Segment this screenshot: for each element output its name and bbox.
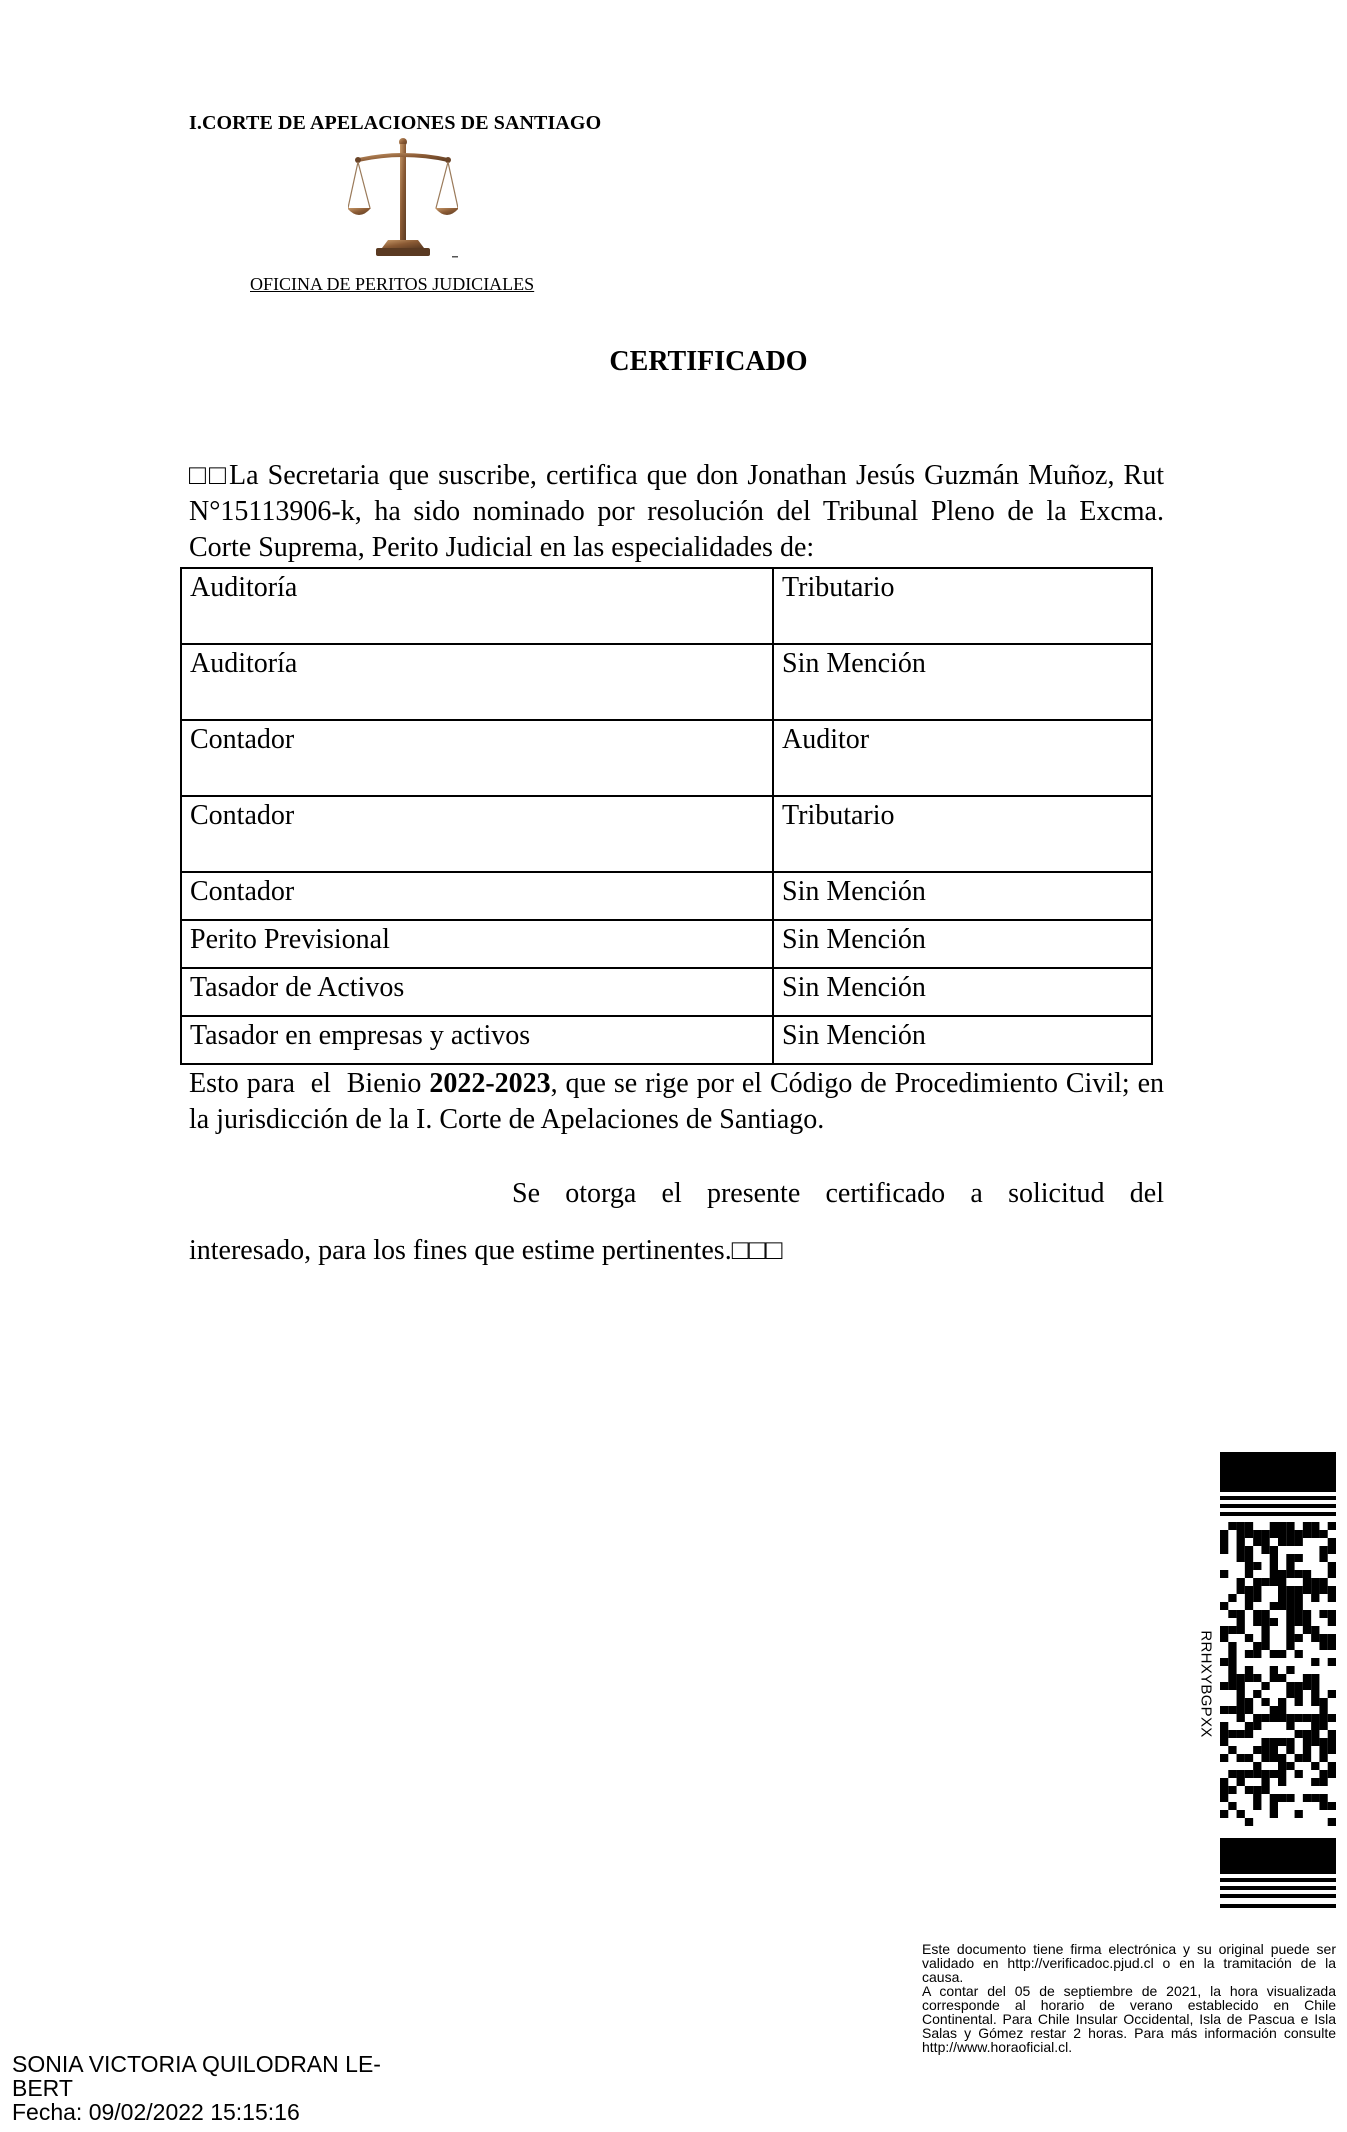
placeholder-glyphs: □□: [189, 460, 229, 491]
table-row: [181, 568, 1152, 644]
placeholder-glyphs: □□□: [731, 1235, 783, 1266]
bienio-paragraph: [189, 1066, 1164, 1138]
bienio-suffix: , que se rige por el Código de Procedimiento Civil; en la jurisdicción de la I. Corte de Apelaciones de Santiago.: [189, 1068, 1164, 1135]
closing-text: interesado, para los fines que estime pertinentes.: [189, 1235, 732, 1266]
bienio-period: 2022-2023: [429, 1068, 551, 1099]
specialty-area: Contador: [181, 720, 773, 796]
specialty-area: Perito Previsional: [181, 920, 773, 968]
table-row: [181, 644, 1152, 720]
document-title: CERTIFICADO: [609, 346, 808, 377]
signature-notice: [922, 1942, 1336, 2054]
specialty-mention: Sin Mención: [773, 644, 1152, 720]
2d-barcode: [1220, 1452, 1336, 1912]
specialty-mention: Sin Mención: [773, 872, 1152, 920]
court-name: I.CORTE DE APELACIONES DE SANTIAGO: [189, 112, 602, 134]
specialties-table: [180, 567, 1153, 1065]
intro-text: La Secretaria que suscribe, certifica que don Jonathan Jesús Guzmán Muñoz, Rut N°15113906-k, ha sido nominado por resolución del Tribunal Pleno de la Excma. Corte Suprema, Perito Judicial en las especialidades de:: [189, 460, 1164, 563]
signer-name-line-1: SONIA VICTORIA QUILODRAN LE-: [12, 2051, 381, 2077]
specialty-mention: Sin Mención: [773, 920, 1152, 968]
specialty-mention: Sin Mención: [773, 968, 1152, 1016]
table-row: [181, 1016, 1152, 1064]
signature-date: Fecha: 09/02/2022 15:15:16: [12, 2099, 300, 2125]
specialty-area: Contador: [181, 796, 773, 872]
signer-name-line-2: BERT: [12, 2075, 73, 2101]
specialty-mention: Tributario: [773, 568, 1152, 644]
office-name: OFICINA DE PERITOS JUDICIALES: [250, 274, 535, 294]
table-row: [181, 968, 1152, 1016]
closing-line-1: Se otorga el presente certificado a solicitud del: [512, 1178, 1164, 1209]
closing-line-2: [189, 1233, 782, 1269]
specialty-area: Tasador en empresas y activos: [181, 1016, 773, 1064]
intro-paragraph: [189, 458, 1164, 566]
table-row: [181, 872, 1152, 920]
table-row: [181, 796, 1152, 872]
specialty-mention: Tributario: [773, 796, 1152, 872]
specialty-area: Contador: [181, 872, 773, 920]
table-row: [181, 920, 1152, 968]
specialty-area: Tasador de Activos: [181, 968, 773, 1016]
specialty-area: Auditoría: [181, 568, 773, 644]
scales-of-justice-icon: [348, 136, 458, 260]
notice-timezone: A contar del 05 de septiembre de 2021, la hora visualizada corresponde al horario de verano establecido en Chile Continental. Para Chile Insular Occidental, Isla de Pascua e Isla Salas y Gómez restar 2 horas. Para más información consulte http://www.horaoficial.cl.: [922, 1983, 1336, 2055]
bienio-prefix: Esto para el Bienio: [189, 1068, 430, 1099]
notice-validation: Este documento tiene firma electrónica y su original puede ser validado en http://verificadoc.pjud.cl o en la tramitación de la causa.: [922, 1941, 1336, 1985]
specialty-mention: Auditor: [773, 720, 1152, 796]
specialty-mention: Sin Mención: [773, 1016, 1152, 1064]
specialty-area: Auditoría: [181, 644, 773, 720]
table-row: [181, 720, 1152, 796]
signer-block: [12, 2052, 381, 2124]
verification-code: RRHXYBGPXX: [1197, 1630, 1215, 1738]
